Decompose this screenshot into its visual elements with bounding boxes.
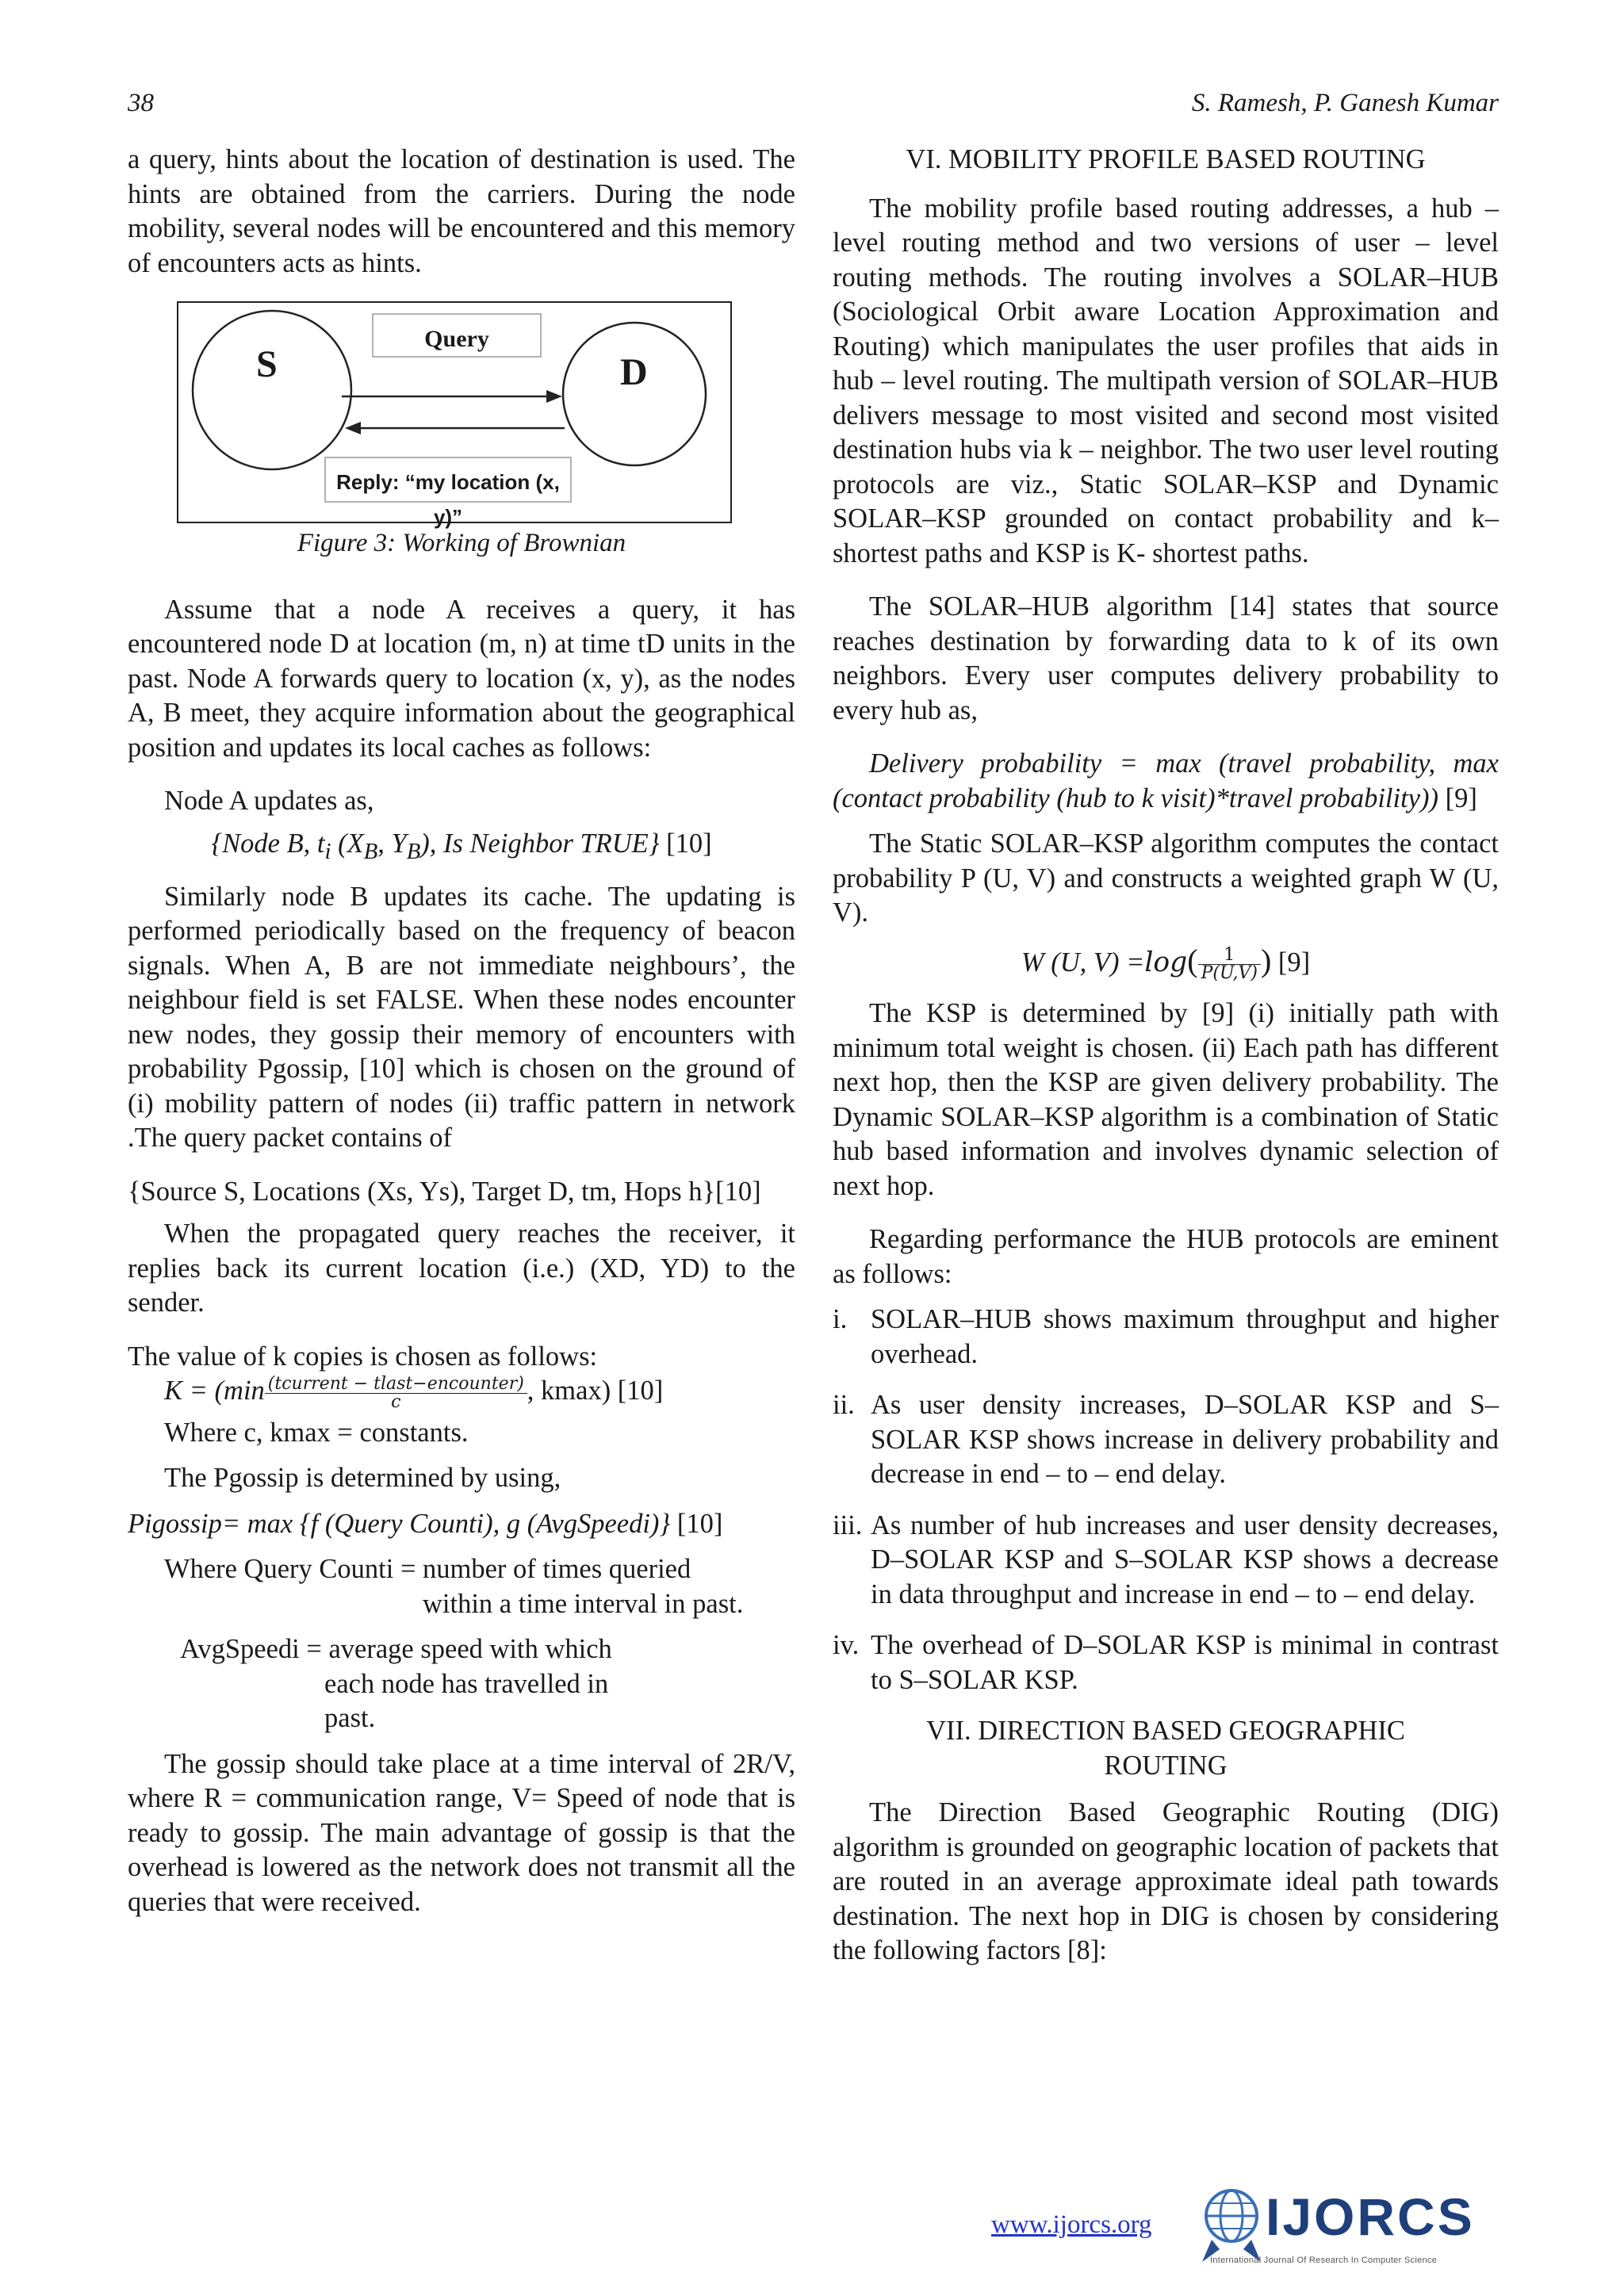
equation-k-copies	[128, 1374, 795, 1411]
logo-tagline: International Journal Of Research In Computer Science	[1210, 2256, 1438, 2265]
query-arrowhead	[546, 390, 562, 403]
paragraph: The Direction Based Geographic Routing (DIG) algorithm is grounded on geographic location of packets that are routed in an average approximate ideal path towards destination. The next hop in DIG is chosen by considering the following factors [8]:	[833, 1797, 1499, 1966]
journal-website-link[interactable]: www.ijorcs.org	[991, 2210, 1152, 2239]
paragraph: The SOLAR–HUB algorithm [14] states that source reaches destination by forwarding data to k of its own neighbors. Every user computes delivery probability to every hub as,	[833, 591, 1499, 725]
list-item: iii. As number of hub increases and user density decreases, D–SOLAR KSP and S–SOLAR KSP shows a decrease in data throughput and increase in end – to – end delay.	[833, 1510, 1499, 1609]
paragraph: Where c, kmax = constants.	[164, 1417, 469, 1448]
figure-caption: Figure 3: Working of Brownian	[297, 529, 626, 557]
eq-lhs: K = (min	[164, 1376, 265, 1406]
paragraph: a query, hints about the location of destination is used. The hints are obtained from the carriers. During the node mobility, several nodes will be encountered and this memory of encounters acts as hints.	[128, 144, 795, 278]
node-d-circle	[563, 323, 706, 465]
section-heading: VI. MOBILITY PROFILE BASED ROUTING	[906, 144, 1426, 174]
list-item: i. SOLAR–HUB shows maximum throughput and higher overhead.	[833, 1304, 1499, 1369]
running-header-authors: S. Ramesh, P. Ganesh Kumar	[1191, 89, 1499, 117]
section-heading: VII. DIRECTION BASED GEOGRAPHIC	[926, 1716, 1405, 1747]
eq-num: (tcurrent − tlast−encounter)	[265, 1376, 527, 1394]
paragraph: The Pgossip is determined by using,	[164, 1463, 561, 1494]
node-d-label: D	[620, 351, 648, 393]
definition-avgspeed-cont: each node has travelled in	[324, 1668, 609, 1699]
definition-avgspeed-cont: past.	[324, 1703, 376, 1734]
node-s-label: S	[256, 343, 278, 385]
paragraph: Assume that a node A receives a query, it has encountered node D at location (m, n) at time tD units in the past. Node A forwards query to location (x, y), as the nodes A, B meet, they acquire information about the geographical position and updates its local caches as follows:	[128, 594, 795, 763]
citation: [9]	[1445, 783, 1477, 813]
paragraph: When the propagated query reaches the receiver, it replies back its current location (i.e.) (XD, YD) to the sender.	[128, 1219, 795, 1318]
node-s-circle	[193, 311, 351, 469]
section-heading-cont: ROUTING	[1104, 1750, 1228, 1781]
definition-query-count-cont: within a time interval in past.	[423, 1588, 744, 1619]
list-item: ii. As user density increases, D–SOLAR KSP and S–SOLAR KSP shows increase in delivery probability and decrease in end – to – end delay.	[833, 1390, 1499, 1490]
eq-num: 1	[1198, 947, 1261, 965]
paragraph: The value of k copies is chosen as follows:	[128, 1341, 598, 1372]
paragraph-delivery-probability	[833, 747, 1499, 816]
paragraph: {Source S, Locations (Xs, Ys), Target D, tm, Hops h}[10]	[128, 1176, 761, 1207]
paragraph: The mobility profile based routing addresses, a hub – level routing method and two versions of user – level routing methods. The routing involves a SOLAR–HUB (Sociological Orbit aware Location Approximation and Routing) which manipulates the user profiles that aids in hub – level routing. The multipath version of SOLAR–HUB delivers message to most visited and second most visited destination hubs via k – neighbor. The two user level routing protocols are viz., Static SOLAR–KSP and Dynamic SOLAR–KSP grounded on contact probability and k–shortest paths and KSP is K- shortest paths.	[833, 193, 1499, 568]
eq-log: log	[1144, 946, 1188, 978]
paragraph: Regarding performance the HUB protocols are eminent as follows:	[833, 1224, 1499, 1289]
citation: [9]	[1277, 947, 1311, 978]
logo-wordmark: IJORCS	[1266, 2187, 1475, 2246]
paragraph: The gossip should take place at a time interval of 2R/V, where R = communication range, V= Speed of node that is ready to gossip. The main advantage of gossip is that the overhead is lowered as the network does not transmit all the queries that were received.	[128, 1748, 795, 1917]
paragraph: Node A updates as,	[164, 786, 374, 816]
citation: [10]	[666, 828, 712, 859]
figure-brownian	[177, 301, 732, 529]
reply-arrowhead	[345, 422, 361, 434]
ijorcs-logo	[1196, 2184, 1507, 2271]
page-number: 38	[128, 89, 154, 117]
eq-den: c	[391, 1391, 401, 1412]
equation-weight: W (U, V) =log( $\frac{1}{P(U,V)}$ ) [9]	[1021, 942, 1311, 984]
performance-list	[833, 1303, 1499, 1697]
citation: [10]	[676, 1508, 723, 1539]
left-column	[128, 143, 795, 1919]
eq-lhs: W (U, V) =	[1021, 947, 1145, 978]
eq-text: Delivery probability = max (travel probability, max (contact probability (hub to k visit)*travel probability))	[833, 748, 1499, 813]
list-item: iv. The overhead of D–SOLAR KSP is minimal in contrast to S–SOLAR KSP.	[833, 1630, 1499, 1695]
eq-body: Pigossip= max {f (Query Counti), g (AvgSpeedi)}	[128, 1508, 671, 1539]
query-label: Query	[424, 326, 489, 352]
eq-den: P(U,V)	[1201, 963, 1258, 984]
reply-label: Reply: “my location (x, y)”	[336, 470, 560, 529]
paragraph: The KSP is determined by [9] (i) initially path with minimum total weight is chosen. (ii) Each path has different next hop, then the KSP are given delivery probability. The Dynamic SOLAR–KSP algorithm is a combination of Static hub based information and involves dynamic selection of next hop.	[833, 998, 1499, 1201]
equation-node-update: {Node B, $t_i$ ($X_B$, $Y_B$), Is Neighbor TRUE} [10]	[211, 828, 712, 864]
paragraph: Similarly node B updates its cache. The updating is performed periodically based on the frequency of beacon signals. When A, B are not immediate neighbours’, the neighbour field is set FALSE. When these nodes encounter new nodes, they gossip their memory of encounters with probability Pgossip, [10] which is chosen on the ground of (i) mobility pattern of nodes (ii) traffic pattern in network .The query packet contains of	[128, 881, 795, 1154]
paragraph: The Static SOLAR–KSP algorithm computes the contact probability P (U, V) and constructs a weighted graph W (U, V).	[833, 828, 1499, 928]
fraction	[265, 1373, 527, 1412]
right-column	[833, 143, 1499, 1969]
equation-pgossip	[128, 1507, 795, 1542]
eq-rhs: , kmax) [10]	[527, 1376, 664, 1406]
definition-avgspeed: AvgSpeedi = average speed with which	[180, 1634, 612, 1665]
fraction	[1198, 947, 1261, 982]
definition-query-count: Where Query Counti = number of times queried	[164, 1554, 691, 1585]
